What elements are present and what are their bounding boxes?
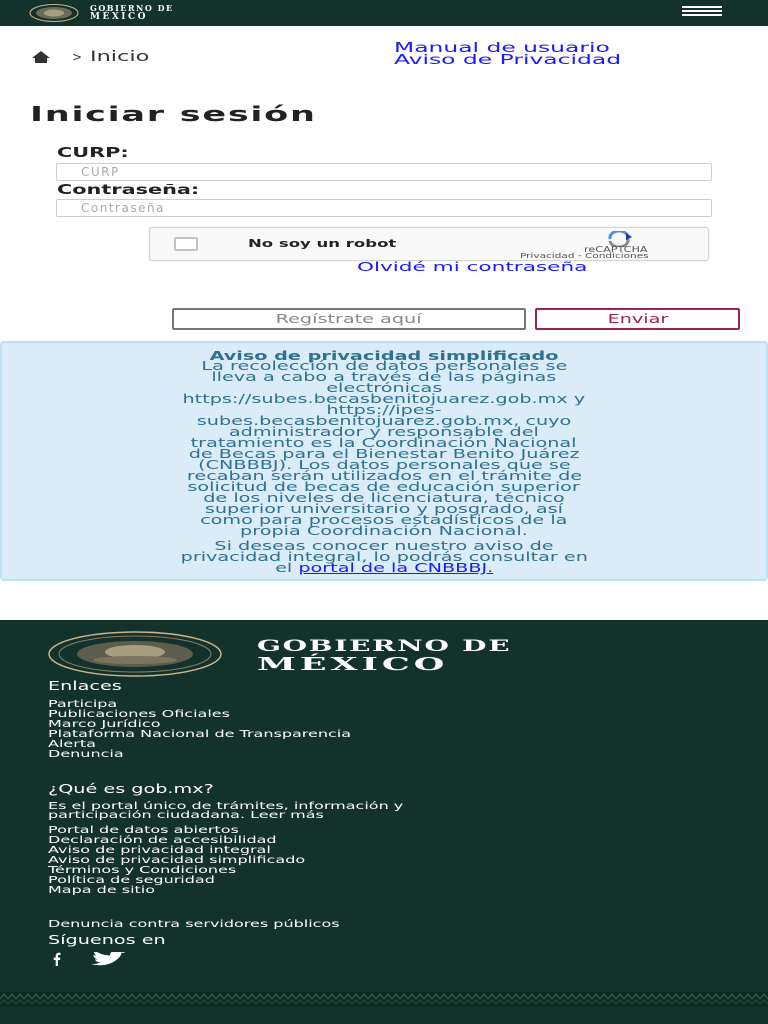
privacy-notice-title-text: Aviso de privacidad simplificado — [209, 349, 559, 363]
footer-about-link[interactable] — [48, 886, 209, 896]
notice-outro-final — [275, 563, 493, 574]
curp-label-text: CURP: — [57, 146, 129, 161]
footer-about-links — [48, 825, 306, 896]
notice-line-text: tratamiento es la Coordinación Nacional — [191, 436, 577, 450]
footer-about-link-text: Declaración de accesibilidad — [48, 835, 277, 846]
notice-line-text: subes.becasbenitojuarez.gob.mx, cuyo — [196, 414, 572, 428]
privacy-link-text: Aviso de Privacidad — [394, 53, 622, 68]
privacy-notice-body — [2, 361, 766, 574]
notice-line-text: solicitud de becas de educación superior — [187, 480, 581, 494]
page-title — [30, 102, 317, 126]
forgot-password-link[interactable] — [357, 260, 588, 274]
footer-about-heading — [48, 782, 214, 796]
notice-line-text: https://ipes- — [326, 403, 442, 417]
footer-about-link-text: Mapa de sitio — [48, 885, 156, 896]
footer-about-heading-text: ¿Qué es gob.mx? — [48, 782, 214, 796]
notice-line-text: administrador y responsable del — [228, 425, 540, 439]
footer-brand-line1 — [257, 636, 512, 655]
footer-brand-line2 — [257, 654, 449, 675]
submit-button[interactable] — [535, 308, 740, 330]
breadcrumb — [30, 48, 150, 66]
notice-line-text: propia Coordinación Nacional. — [240, 524, 528, 538]
cnbbbj-portal-link[interactable]: portal de la CNBBBJ. — [298, 561, 494, 575]
footer-read-more-link[interactable]: Leer más — [250, 810, 324, 821]
password-label — [57, 183, 200, 198]
notice-outro-prefix: el — [274, 561, 299, 575]
footer-brand-line1-text: GOBIERNO DE — [257, 636, 512, 655]
menu-icon[interactable] — [682, 6, 722, 18]
breadcrumb-current — [90, 49, 150, 65]
footer-link-text: Marco Jurídico — [48, 719, 161, 730]
notice-line-text: como para procesos estadísticos de la — [200, 513, 568, 527]
recaptcha-brand-text: reCAPTCHA — [584, 245, 648, 254]
recaptcha-links-text: Privacidad - Condiciones — [520, 252, 649, 260]
recaptcha-links[interactable] — [520, 252, 649, 260]
footer-link-text: Publicaciones Oficiales — [48, 709, 230, 720]
footer-about-link-text: Términos y Condiciones — [48, 865, 237, 876]
forgot-password-text: Olvidé mi contraseña — [357, 260, 588, 274]
notice-line-text: https://subes.becasbenitojuarez.gob.mx y — [182, 392, 586, 406]
footer-about-link-text: Política de seguridad — [48, 875, 215, 886]
submit-button-label: Enviar — [607, 312, 668, 326]
footer-link-text: Participa — [48, 699, 118, 710]
footer-about-line2-text: participación ciudadana. — [48, 810, 246, 821]
header-brand-line2: MÉXICO — [90, 12, 149, 22]
manual-link-text: Manual de usuario — [394, 41, 610, 56]
facebook-icon[interactable] — [50, 952, 64, 966]
notice-line-text: (CNBBBJ). Los datos personales que se — [197, 458, 571, 472]
report-link[interactable] — [48, 919, 340, 930]
notice-line-text: La recolección de datos personales se — [201, 359, 567, 373]
social-links — [50, 952, 126, 966]
breadcrumb-current-text: Inicio — [90, 49, 150, 65]
notice-line-text: electrónicas — [325, 381, 443, 395]
top-bar — [0, 0, 768, 26]
footer-brand-line2-text: MÉXICO — [257, 654, 449, 675]
password-input[interactable] — [56, 199, 712, 217]
notice-line-text: recaban serán utilizados en el trámite de — [186, 469, 582, 483]
twitter-icon[interactable] — [84, 952, 126, 966]
footer-link-text: Alerta — [48, 739, 96, 750]
notice-line — [2, 526, 766, 537]
header-brand[interactable] — [90, 4, 174, 22]
footer-about-link-text: Aviso de privacidad simplificado — [48, 855, 306, 866]
recaptcha-checkbox[interactable] — [174, 237, 198, 251]
privacy-link[interactable] — [394, 53, 622, 68]
footer-about-line-text: Es el portal único de trámites, información y — [48, 801, 404, 812]
footer-follow — [48, 933, 166, 947]
top-links — [394, 41, 622, 68]
curp-label — [57, 146, 129, 161]
footer-links-list — [48, 699, 352, 760]
recaptcha-widget — [149, 227, 709, 261]
seal-icon[interactable] — [46, 630, 224, 678]
footer-report — [48, 919, 340, 930]
header-brand-line1: GOBIERNO DE — [90, 3, 174, 13]
footer-links-heading-text: Enlaces — [48, 679, 122, 693]
footer-links-heading — [48, 679, 122, 693]
recaptcha-label-text: No soy un robot — [248, 237, 397, 250]
page-title-text: Iniciar sesión — [30, 102, 317, 126]
footer-follow-text: Síguenos en — [48, 933, 166, 947]
curp-input[interactable] — [56, 163, 712, 181]
recaptcha-label — [248, 237, 397, 250]
home-icon[interactable] — [30, 49, 52, 65]
footer-about-line — [48, 810, 324, 821]
footer-about-line-final — [48, 811, 324, 820]
footer-pattern — [0, 992, 768, 1006]
footer-link-text: Plataforma Nacional de Transparencia — [48, 729, 352, 740]
notice-outro-text: Si deseas conocer nuestro aviso de — [214, 539, 554, 553]
privacy-notice — [0, 341, 768, 581]
notice-line-text: lleva a cabo a través de las páginas — [211, 370, 557, 384]
footer-brand — [257, 636, 512, 675]
notice-outro-line — [2, 563, 766, 574]
report-link-text: Denuncia contra servidores públicos — [48, 919, 340, 930]
seal-icon[interactable] — [28, 3, 80, 23]
footer-about-link-text: Aviso de privacidad integral — [48, 845, 271, 856]
notice-line-text: de Becas para el Bienestar Benito Juárez — [188, 447, 580, 461]
register-button-label: Regístrate aquí — [276, 312, 422, 326]
footer-link[interactable] — [48, 750, 237, 760]
footer — [0, 620, 768, 1024]
notice-outro-text: privacidad integral, lo podrás consultar en — [180, 550, 588, 564]
footer-about-text — [48, 801, 404, 821]
notice-line-text: superior universitario y posgrado, así — [204, 502, 564, 516]
breadcrumb-separator: > — [72, 50, 83, 64]
footer-link-text: Denuncia — [48, 749, 124, 760]
notice-line-text: de los niveles de licenciatura, técnico — [203, 491, 565, 505]
password-label-text: Contraseña: — [57, 183, 200, 198]
register-button[interactable] — [172, 308, 526, 330]
footer-about-link-text: Portal de datos abiertos — [48, 825, 239, 836]
